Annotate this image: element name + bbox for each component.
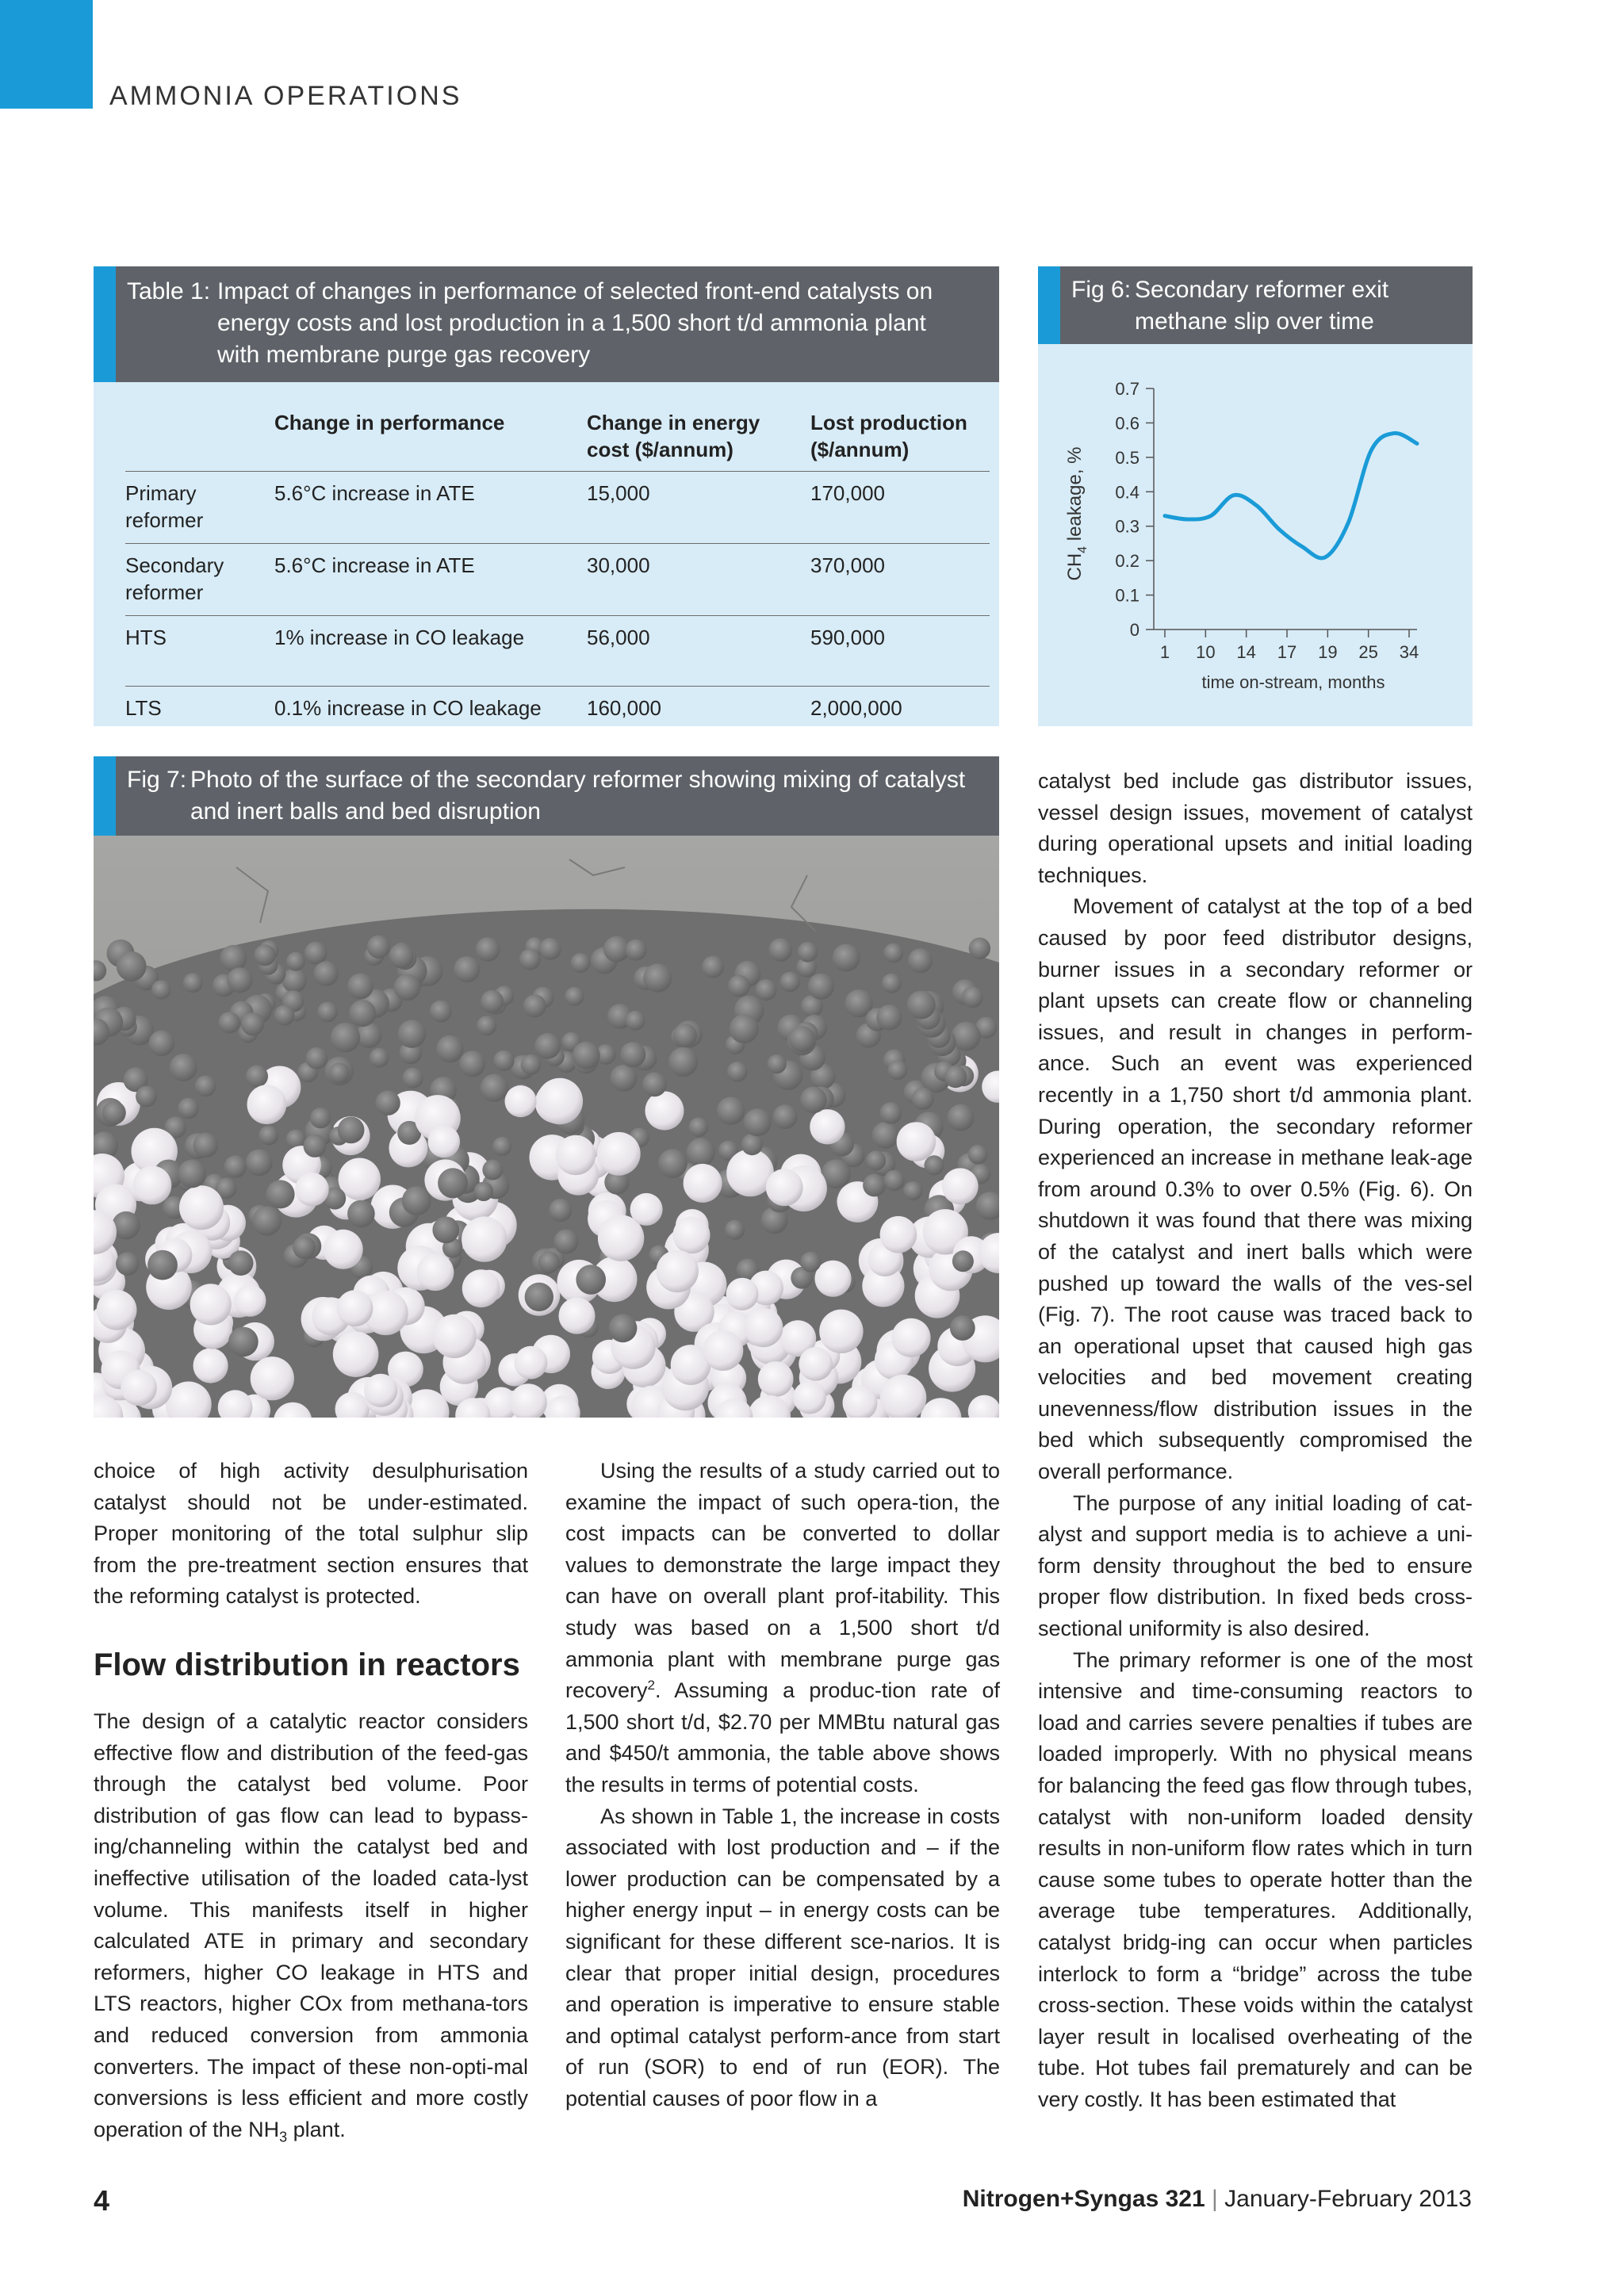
catalyst-pellet bbox=[534, 1033, 561, 1059]
catalyst-pellet bbox=[266, 1180, 295, 1208]
catalyst-pellet bbox=[866, 1150, 886, 1170]
figure-6-title-line: methane slip over time bbox=[1135, 308, 1374, 335]
catalyst-pellet bbox=[908, 948, 933, 973]
catalyst-pellet bbox=[430, 1001, 452, 1023]
inert-ball bbox=[247, 1085, 287, 1124]
y-tick-label: 0.7 bbox=[1115, 379, 1139, 399]
inert-ball bbox=[462, 1216, 507, 1261]
catalyst-pellet bbox=[347, 1200, 375, 1228]
x-tick-label: 1 bbox=[1159, 642, 1170, 662]
catalyst-pellet bbox=[454, 956, 480, 982]
catalyst-pellet bbox=[481, 990, 504, 1013]
figure-7-title-line: and inert balls and bed disruption bbox=[190, 798, 541, 825]
x-tick-label: 34 bbox=[1399, 642, 1419, 662]
catalyst-pellet bbox=[626, 1011, 645, 1031]
catalyst-pellet bbox=[178, 1098, 198, 1119]
catalyst-pellet bbox=[833, 944, 860, 972]
inert-ball bbox=[810, 1109, 845, 1144]
catalyst-pellet bbox=[948, 1104, 975, 1131]
footer-separator: | bbox=[1212, 2186, 1218, 2212]
y-tick-label: 0.3 bbox=[1115, 516, 1139, 537]
inert-ball bbox=[179, 1185, 224, 1230]
catalyst-pellet bbox=[228, 1250, 254, 1276]
table-cell: 2,000,000 bbox=[810, 687, 990, 732]
catalyst-pellet bbox=[102, 1101, 126, 1125]
catalyst-pellet bbox=[800, 1252, 821, 1272]
inert-ball bbox=[684, 1164, 722, 1203]
paragraph: choice of high activity desulphurisation catalyst should not be under-estimated. Proper monitoring of the total sulphur slip from the pre-treatment section ensures that the reforming catalyst is protected. bbox=[94, 1459, 528, 1609]
inert-ball bbox=[505, 1085, 537, 1117]
catalyst-pellet bbox=[286, 952, 305, 971]
figure-7-title bbox=[190, 764, 965, 828]
catalyst-pellet bbox=[539, 938, 561, 960]
inert-ball bbox=[559, 1298, 596, 1334]
inert-ball bbox=[433, 1314, 477, 1358]
catalyst-pellet bbox=[741, 1134, 763, 1155]
catalyst-pellet bbox=[571, 953, 591, 973]
page-number: 4 bbox=[94, 2184, 110, 2217]
catalyst-pellet bbox=[968, 1145, 988, 1165]
header-accent bbox=[1038, 266, 1060, 344]
catalyst-pellet bbox=[789, 1026, 815, 1052]
table-cell: 370,000 bbox=[810, 544, 990, 616]
column-2 bbox=[565, 1456, 1000, 2114]
catalyst-pellet bbox=[389, 943, 414, 968]
catalyst-pellet bbox=[183, 973, 203, 993]
table-1-title bbox=[217, 276, 933, 371]
y-tick-label: 0.1 bbox=[1115, 585, 1139, 606]
catalyst-pellet bbox=[459, 1050, 485, 1077]
catalyst-pellet bbox=[611, 1065, 638, 1092]
table-cell: LTS bbox=[125, 687, 274, 732]
catalyst-pellet bbox=[349, 1000, 376, 1027]
catalyst-pellet bbox=[903, 1181, 922, 1200]
figure-7-title-line: Photo of the surface of the secondary reformer showing mixing of catalyst bbox=[190, 767, 966, 793]
catalyst-pellet bbox=[756, 979, 777, 1001]
catalyst-pellet bbox=[314, 961, 339, 985]
inert-ball bbox=[234, 1284, 266, 1316]
catalyst-pellet bbox=[178, 1160, 206, 1188]
catalyst-pellet bbox=[394, 974, 420, 1001]
catalyst-pellet bbox=[438, 1168, 468, 1198]
inert-ball bbox=[190, 1284, 232, 1325]
catalyst-pellet bbox=[219, 1012, 240, 1033]
catalyst-pellet bbox=[876, 1004, 902, 1030]
inert-ball bbox=[133, 1166, 172, 1205]
catalyst-pellet bbox=[643, 963, 672, 992]
catalyst-pellet bbox=[730, 1014, 759, 1043]
catalyst-pellet bbox=[744, 1108, 772, 1136]
catalyst-pellet bbox=[375, 1091, 400, 1115]
column-1-top bbox=[94, 1456, 528, 1613]
catalyst-pellet bbox=[702, 956, 724, 978]
catalyst-pellet bbox=[573, 1042, 600, 1070]
inert-ball bbox=[942, 1168, 979, 1204]
catalyst-pellet bbox=[492, 1137, 511, 1156]
x-tick-label: 25 bbox=[1358, 642, 1378, 662]
catalyst-pellet bbox=[883, 1170, 904, 1191]
figure-6-title-line: Secondary reformer exit bbox=[1135, 277, 1389, 303]
catalyst-pellet bbox=[727, 1062, 748, 1082]
figure-6-title bbox=[1135, 274, 1388, 338]
catalyst-pellet bbox=[525, 1283, 553, 1311]
table-cell: Secondary reformer bbox=[125, 544, 274, 616]
catalyst-pellet bbox=[402, 1186, 431, 1215]
catalyst-pellet bbox=[642, 1073, 667, 1097]
catalyst-pellet bbox=[367, 936, 390, 959]
catalyst-pellet bbox=[952, 1022, 981, 1051]
catalyst-pellet bbox=[668, 1047, 698, 1077]
inert-ball bbox=[819, 1310, 863, 1353]
publication-name: Nitrogen+Syngas bbox=[962, 2186, 1159, 2212]
inert-ball bbox=[556, 1135, 596, 1175]
column-3 bbox=[1038, 766, 1473, 2116]
catalyst-pellet bbox=[773, 1104, 798, 1129]
catalyst-pellet bbox=[338, 1117, 365, 1144]
inert-ball bbox=[97, 1290, 137, 1330]
catalyst-pellet bbox=[553, 1230, 578, 1254]
catalyst-pellet bbox=[476, 937, 500, 962]
table-1-title-line: with membrane purge gas recovery bbox=[217, 342, 591, 368]
catalyst-pellet bbox=[549, 1199, 572, 1222]
table-1-panel bbox=[94, 266, 999, 726]
inert-ball bbox=[324, 1230, 363, 1269]
catalyst-pellet bbox=[565, 987, 584, 1006]
inert-ball bbox=[462, 1269, 500, 1307]
methane-slip-chart bbox=[1038, 344, 1473, 726]
catalyst-pellet bbox=[246, 1066, 268, 1088]
y-tick-label: 0.2 bbox=[1115, 551, 1139, 572]
y-tick-label: 0.5 bbox=[1115, 447, 1139, 468]
catalyst-pellet bbox=[282, 968, 307, 993]
catalyst-pellet bbox=[310, 1108, 331, 1128]
table-cell: 5.6°C increase in ATE bbox=[274, 472, 587, 544]
paragraph: Using the results of a study carried out to examine the impact of such opera-tion, the cost impacts can be converted to dollar values to demonstrate the large impact they can have on overall plant prof-itability. This study was based on a 1,500 short t/d ammonia plant with membrane purge gas recovery$^2$. Assuming a produc-tion rate of 1,500 short t/d, $2.70 per MMBtu natural gas and $450/t ammonia, the table above shows the results in terms of potential costs. bbox=[565, 1459, 1000, 1797]
table-header-cell: Lost production ($/annum) bbox=[810, 411, 967, 461]
catalyst-pellet bbox=[880, 1102, 902, 1124]
catalyst-pellet bbox=[626, 939, 647, 961]
inert-ball bbox=[880, 1216, 917, 1253]
catalyst-pellet bbox=[347, 974, 373, 1000]
catalyst-pellet bbox=[304, 1135, 327, 1158]
catalyst-pellet bbox=[170, 1054, 197, 1081]
figure-7-label: Fig 7: bbox=[127, 767, 187, 793]
catalyst-pellet bbox=[962, 986, 983, 1008]
inert-ball bbox=[726, 1278, 759, 1311]
catalyst-pellet bbox=[116, 1252, 140, 1276]
table-1-header bbox=[94, 266, 999, 382]
y-tick-label: 0.4 bbox=[1115, 482, 1139, 503]
figure-7-panel bbox=[94, 756, 999, 1418]
catalyst-pellet bbox=[952, 1250, 974, 1272]
inert-ball bbox=[744, 1308, 783, 1347]
catalyst-pellet bbox=[241, 1012, 264, 1035]
table-1-title-line: energy costs and lost production in a 1,500 short t/d ammonia plant bbox=[217, 310, 926, 336]
catalyst-pellet bbox=[673, 1024, 697, 1047]
table-header-cell: Change in energy cost ($/annum) bbox=[587, 411, 760, 461]
header-accent bbox=[94, 756, 116, 836]
table-header-row bbox=[125, 406, 990, 472]
x-tick-label: 10 bbox=[1196, 642, 1216, 662]
inert-ball bbox=[703, 1330, 743, 1371]
catalyst-pellet bbox=[403, 1068, 423, 1089]
catalyst-pellet bbox=[944, 1066, 967, 1088]
inert-ball bbox=[537, 1078, 583, 1124]
catalyst-pellet bbox=[147, 1250, 178, 1280]
y-axis-label: $CH_4$ leakage, % bbox=[1064, 446, 1090, 581]
catalyst-pellet bbox=[329, 1062, 350, 1083]
figure-6-label: Fig 6: bbox=[1071, 277, 1132, 303]
inert-ball bbox=[251, 1357, 294, 1400]
catalyst-pellet bbox=[477, 1016, 496, 1035]
catalyst-pellet bbox=[224, 1155, 247, 1177]
catalyst-pellet bbox=[872, 1122, 899, 1149]
catalyst-pellet bbox=[398, 1020, 427, 1048]
inert-ball bbox=[364, 1374, 397, 1407]
catalyst-pellet bbox=[620, 1042, 645, 1067]
table-row bbox=[125, 544, 990, 616]
catalyst-pellet bbox=[808, 974, 834, 1000]
catalyst-pellet bbox=[193, 1133, 218, 1158]
table-cell: 30,000 bbox=[587, 544, 810, 616]
catalyst-pellet bbox=[481, 1074, 508, 1102]
catalyst-pellet bbox=[521, 1054, 542, 1075]
publication-footer bbox=[963, 2186, 1472, 2213]
catalyst-pellet bbox=[780, 972, 801, 993]
table-cell: HTS bbox=[125, 616, 274, 687]
catalyst-pellet bbox=[950, 1315, 975, 1341]
inert-ball bbox=[673, 1216, 710, 1253]
catalyst-pellet bbox=[907, 991, 936, 1020]
catalyst-pellet bbox=[912, 1088, 934, 1110]
catalyst-pellet bbox=[887, 1060, 907, 1080]
inert-ball bbox=[428, 1126, 461, 1158]
catalyst-pellet bbox=[863, 1174, 886, 1197]
inert-ball bbox=[515, 1346, 548, 1380]
issue-date: January-February 2013 bbox=[1224, 2186, 1472, 2212]
inert-ball bbox=[597, 1132, 641, 1176]
catalyst-pellet bbox=[136, 1086, 157, 1108]
catalyst-pellet bbox=[293, 1236, 316, 1259]
catalyst-pellet bbox=[689, 1117, 709, 1137]
catalyst-pellet bbox=[768, 938, 792, 962]
table-header-cell: Change in performance bbox=[274, 411, 505, 434]
table-1-label: Table 1: bbox=[127, 278, 211, 304]
catalyst-pellet bbox=[969, 938, 990, 959]
figure-7-header bbox=[94, 756, 999, 836]
catalyst-pellet bbox=[798, 942, 818, 962]
catalyst-pellet bbox=[246, 1150, 273, 1177]
inert-ball bbox=[121, 1370, 157, 1406]
catalyst-pellet bbox=[538, 1251, 560, 1272]
catalyst-pellet bbox=[474, 1182, 493, 1201]
inert-ball bbox=[799, 1347, 833, 1381]
table-row bbox=[125, 472, 990, 544]
inert-ball bbox=[630, 1193, 663, 1226]
catalyst-pellet bbox=[252, 1207, 282, 1236]
table-cell: Primary reformer bbox=[125, 472, 274, 544]
paragraph: The design of a catalytic reactor considers effective flow and distribution of the feed-gas through the catalyst bed volume. Poor distribution of gas flow can lead to bypass-ing/channeling within the catalyst bed and ineffective utilisation of the loaded cata-lyst volume. This manifests itself in higher calculated ATE in primary and secondary reformers, higher CO leakage in HTS and LTS reactors, higher COx from methana-tors and reduced conversion from ammonia converters. The impact of these non-opti-mal conversions is less efficient and more costly operation of the $NH_3$ plant. bbox=[94, 1709, 528, 2145]
x-axis-label: time on-stream, months bbox=[1201, 672, 1385, 692]
table-cell: 0.1% increase in CO leakage bbox=[274, 687, 587, 732]
catalyst-pellet bbox=[687, 1138, 715, 1166]
corner-accent-bar bbox=[0, 0, 93, 109]
table-cell: 170,000 bbox=[810, 472, 990, 544]
catalyst-pellet bbox=[576, 1265, 606, 1295]
y-tick-label: 0 bbox=[1129, 620, 1139, 640]
inert-ball bbox=[657, 1250, 699, 1292]
catalyst-pellet bbox=[883, 943, 903, 963]
section-heading: Flow distribution in reactors bbox=[94, 1647, 520, 1682]
inert-ball bbox=[897, 1122, 936, 1161]
section-header: AMMONIA OPERATIONS bbox=[109, 81, 462, 111]
catalyst-pellet bbox=[519, 949, 541, 970]
catalyst-pellet bbox=[493, 1050, 514, 1071]
catalyst-pellet bbox=[717, 1097, 745, 1125]
catalyst-pellet bbox=[482, 1160, 503, 1181]
catalyst-pellet bbox=[609, 1314, 638, 1342]
inert-ball bbox=[645, 1092, 684, 1131]
catalyst-pellet bbox=[274, 1005, 295, 1026]
catalyst-pellet bbox=[370, 1048, 389, 1068]
inert-ball bbox=[333, 1331, 379, 1377]
catalyst-pellet bbox=[306, 1047, 328, 1070]
catalyst-pellet bbox=[259, 1126, 278, 1146]
catalyst-pellet bbox=[925, 1155, 944, 1175]
catalyst-pellet bbox=[432, 1216, 459, 1243]
catalyst-pellet bbox=[331, 1023, 360, 1052]
table-cell: 5.6°C increase in ATE bbox=[274, 544, 587, 616]
paragraph: The purpose of any initial loading of cat-alyst and support media is to achieve a uni-form density throughout the bed to ensure proper flow distribution. In fixed beds cross-sectional uniformity is also desired. bbox=[1038, 1490, 1473, 1641]
table-cell: 15,000 bbox=[587, 472, 810, 544]
catalyst-pellet bbox=[317, 1002, 338, 1023]
catalyst-pellet bbox=[228, 1327, 259, 1357]
header-accent bbox=[94, 266, 116, 382]
y-tick-label: 0.6 bbox=[1115, 413, 1139, 434]
catalyst-pellet bbox=[800, 1087, 827, 1114]
figure-6-panel bbox=[1038, 266, 1473, 726]
table-1-title-line: Impact of changes in performance of selected front-end catalysts on bbox=[217, 278, 933, 304]
table-header-cell bbox=[125, 406, 274, 472]
column-1-bottom bbox=[94, 1706, 528, 2153]
inert-ball bbox=[337, 1290, 373, 1326]
catalyst-pellet bbox=[728, 975, 750, 997]
x-tick-label: 17 bbox=[1277, 642, 1297, 662]
table-cell: 590,000 bbox=[810, 616, 990, 687]
issue-number: 321 bbox=[1165, 2186, 1205, 2212]
catalyst-pellet bbox=[151, 980, 170, 999]
catalyst-pellet bbox=[254, 944, 275, 966]
inert-ball bbox=[758, 1361, 794, 1397]
paragraph: As shown in Table 1, the increase in costs associated with lost production and – if the lower production can be compensated by a higher energy input – in energy costs can be significant for these different sce-narios. It is clear that proper initial design, procedures and operation is imperative to ensure stable and optimal catalyst perform-ance from start of run (SOR) to end of run (EOR). The potential causes of poor flow in a bbox=[565, 1804, 1000, 2110]
inert-ball bbox=[793, 1381, 826, 1414]
catalyst-pellet bbox=[523, 994, 546, 1017]
figure-6-header bbox=[1038, 266, 1473, 344]
table-cell: 56,000 bbox=[587, 616, 810, 687]
table-row bbox=[125, 687, 990, 732]
catalyst-pellet bbox=[117, 951, 147, 982]
catalyst-pellet bbox=[148, 1031, 174, 1057]
catalyst-pellet bbox=[882, 974, 902, 993]
x-tick-label: 19 bbox=[1318, 642, 1338, 662]
cost-impact-table bbox=[125, 406, 990, 731]
paragraph: The primary reformer is one of the most intensive and time-consuming reactors to load and carries severe penalties if tubes are loaded improperly. With no physical means for balancing the feed gas flow through tubes, catalyst with non-uniform loaded density results in non-uniform flow rates which in turn cause some tubes to operate hotter than the average tube temperatures. Additionally, catalyst bridg-ing can occur when particles interlock to form a “bridge” across the tube cross-section. These voids within the catalyst layer result in localised overheating of the tube. Hot tubes fail prematurely and can be very costly. It has been estimated that bbox=[1038, 1647, 1473, 2111]
inert-ball bbox=[193, 1348, 228, 1383]
inert-ball bbox=[766, 1169, 803, 1206]
catalyst-pellet bbox=[304, 942, 327, 965]
catalyst-pellet bbox=[725, 1220, 745, 1240]
reformer-bed-photo bbox=[94, 756, 999, 1418]
paragraph: Movement of catalyst at the top of a bed caused by poor feed distributor designs, burner issues in a secondary reformer or plant upsets can create flow or channeling issues, and result in changes in perform-ance. Such an event was experienced recently in a 1,750 short t/d ammonia plant. During operation, the secondary reformer experienced an increase in methane leak-age from around 0.3% to over 0.5% (Fig. 6). On shutdown it was found that there was mixing of the catalyst and inert balls which were pushed up toward the walls of the ves-sel (Fig. 7). The root cause was traced back to an operational upset that caused high gas velocities and bed movement creating unevenness/flow distribution issues in the bed which subsequently compromised the overall performance. bbox=[1038, 894, 1473, 1484]
catalyst-pellet bbox=[436, 1035, 463, 1062]
inert-ball bbox=[417, 1253, 454, 1291]
paragraph: catalyst bed include gas distributor issues, vessel design issues, movement of catalyst during operational upsets and initial loading techniques. bbox=[1038, 769, 1473, 887]
table-row bbox=[125, 616, 990, 687]
methane-leakage-line bbox=[1165, 433, 1417, 558]
inert-ball bbox=[295, 1173, 329, 1207]
catalyst-pellet bbox=[658, 1149, 688, 1178]
catalyst-pellet bbox=[768, 1054, 787, 1073]
table-cell: 1% increase in CO leakage bbox=[274, 616, 587, 687]
catalyst-pellet bbox=[227, 967, 252, 993]
x-tick-label: 14 bbox=[1236, 642, 1256, 662]
table-cell: 160,000 bbox=[587, 687, 810, 732]
inert-ball bbox=[891, 1318, 930, 1357]
catalyst-pellet bbox=[220, 945, 247, 972]
catalyst-pellet bbox=[195, 1076, 216, 1097]
